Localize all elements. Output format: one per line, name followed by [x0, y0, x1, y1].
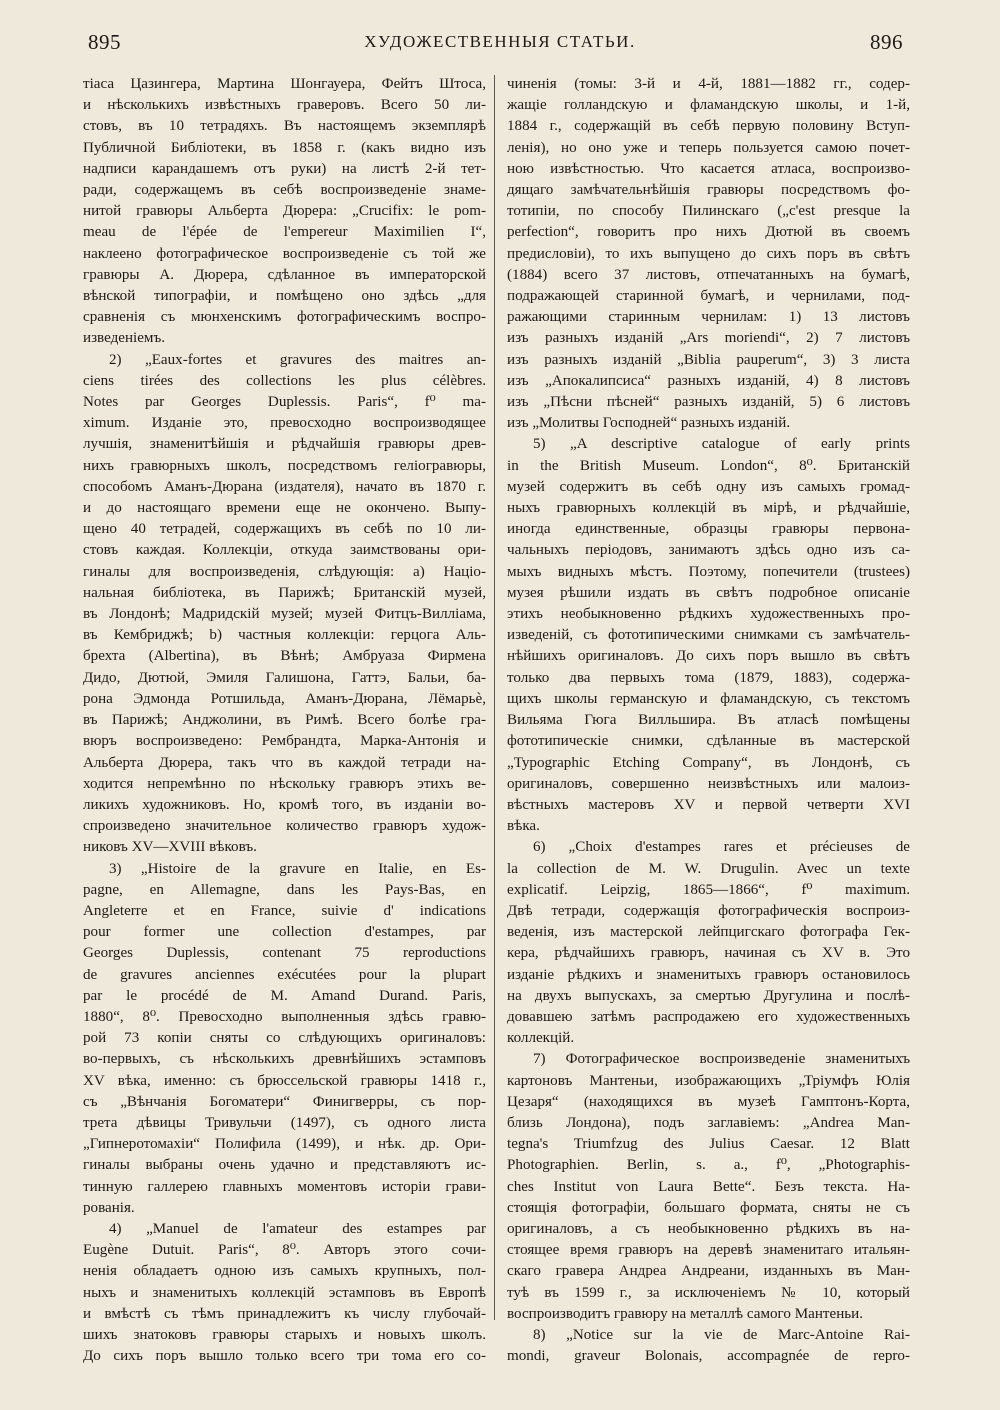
- text-line: Цезаря“ (находящихся въ музеѣ Гамптонъ-Корта,: [507, 1093, 910, 1110]
- text-line: чальныхъ періодовъ, занимаютъ здѣсь одно изъ са-: [507, 542, 910, 559]
- text-line: ною извѣстностью. Что касается атласа, воспроизво-: [507, 160, 910, 177]
- text-line: 3) „Histoire de la gravure en Italie, en Es-: [109, 860, 486, 877]
- text-line: и нѣсколькихъ извѣстныхъ граверовъ. Всего 50 ли-: [83, 97, 486, 114]
- text-line: „Гипнеротомахіи“ Полифила (1499), и нѣк. др. Ори-: [83, 1136, 486, 1153]
- text-line: изъ разныхъ изданій „Biblia pauperum“, 3) 3 листа: [507, 351, 910, 368]
- text-line: tegna's Triumfzug des Julius Caesar. 12 Blatt: [507, 1136, 910, 1153]
- text-line: оригиналовъ, совершенно неизвѣстныхъ или малоиз-: [507, 775, 910, 792]
- text-line: ходится непремѣнно по нѣскольку гравюръ этихъ ве-: [83, 775, 486, 792]
- text-line: довавшею затѣмъ распродажею его художественныхъ: [507, 1008, 910, 1025]
- text-line: наклеено фотографическое воспроизведеніе съ той же: [83, 245, 486, 262]
- text-line: никовъ XV—XVIII вѣковъ.: [83, 839, 257, 856]
- text-line: 8) „Notice sur la vie de Marc-Antoine Rai-: [533, 1326, 910, 1343]
- text-line: Eugène Dutuit. Paris“, 8⁰. Авторъ этого сочи-: [83, 1242, 486, 1259]
- text-line: Photographien. Berlin, s. a., f⁰, „Photographis-: [507, 1157, 910, 1174]
- text-line: „Typographic Etching Company“, въ Лондонѣ, съ: [507, 754, 910, 771]
- text-line: 5) „A descriptive catalogue of early prints: [533, 436, 910, 453]
- text-line: и вмѣстѣ съ тѣмъ принадлежитъ къ числу глубочай-: [83, 1305, 486, 1322]
- text-line: нѣйшихъ оригиналовъ. До сихъ поръ вышло въ свѣтъ: [507, 648, 910, 665]
- text-line: стоящее время гравюръ на деревѣ знаменитаго итальян-: [507, 1242, 910, 1259]
- text-line: ciens tirées des collections les plus célèbres.: [83, 372, 486, 389]
- text-line: ради, содержащемъ въ себѣ воспроизведеніе знаме-: [83, 182, 486, 199]
- text-line: способомъ Аманъ-Дюрана (издателя), начато въ 1870 г.: [83, 478, 486, 495]
- text-line: вѣстныхъ мастеровъ XV и первой четверти XVI: [507, 796, 910, 813]
- text-line: la collection de M. W. Drugulin. Avec un texte: [507, 860, 910, 877]
- text-line: Публичной Библіотеки, въ 1858 г. (какъ видно изъ: [83, 139, 486, 156]
- text-line: въ Кембриджѣ; b) частныя коллекціи: герцога Аль-: [83, 627, 486, 644]
- text-line: надписи карандашемъ отъ руки) на листѣ 2-й тет-: [83, 160, 486, 177]
- text-line: фототипическіе снимки, сдѣланные въ мастерской: [507, 733, 910, 750]
- text-line: de gravures anciennes exécutées pour la plupart: [83, 966, 486, 983]
- text-line: нихъ гравюрныхъ школъ, посредствомъ геліогравюры,: [83, 457, 486, 474]
- text-line: ches Institut von Laura Bette“. Безъ текста. На-: [507, 1178, 910, 1195]
- text-line: ненія обладаетъ одною изъ самыхъ крупныхъ, пол-: [83, 1263, 486, 1280]
- text-line: стоящія фотографіи, большаго формата, сняты не съ: [507, 1199, 910, 1216]
- text-line: шихъ знатоковъ гравюры старыхъ и новыхъ школъ.: [83, 1326, 486, 1343]
- text-line: рона Эдмонда Ротшильда, Аманъ-Дюрана, Лёмарьѐ,: [83, 690, 486, 707]
- text-line: на двухъ выпускахъ, за смертью Другулина и послѣ-: [507, 987, 910, 1004]
- text-line: изъ „Апокалипсиса“ разныхъ изданій, 4) 8 листовъ: [507, 372, 910, 389]
- text-line: только два первыхъ тома (1879, 1883), содержа-: [507, 669, 910, 686]
- text-line: ликихъ художниковъ. Но, кромѣ того, въ изданіи во-: [83, 796, 486, 813]
- text-line: во-первыхъ, съ нѣсколькихъ древнѣйшихъ эстамповъ: [83, 1051, 486, 1068]
- text-line: въ Лондонѣ; Мадридскій музей; музей Фитцъ-Вилліама,: [83, 606, 486, 623]
- text-line: ражающими старинным чернилам: 1) 13 листовъ: [507, 309, 910, 326]
- text-line: спроизведено значительное количество гравюръ худож-: [83, 818, 486, 835]
- text-line: близь Лондона), подъ заглавіемъ: „Andrea Man-: [507, 1114, 910, 1131]
- text-line: стовъ каждая. Коллекціи, откуда заимствованы ори-: [83, 542, 486, 559]
- text-line: съ „Вѣнчанія Богоматери“ Финигверры, съ пор-: [83, 1093, 486, 1110]
- page-number-right: 896: [870, 30, 903, 54]
- text-line: вѣка.: [507, 818, 540, 835]
- text-line: 2) „Eaux-fortes et gravures des maitres an-: [109, 351, 486, 368]
- text-line: explicatif. Leipzig, 1865—1866“, f⁰ maximum.: [507, 881, 910, 898]
- text-line: дящаго замѣчательнѣйшія гравюры посредствомъ фо-: [507, 182, 910, 199]
- text-line: pagne, en Allemagne, dans les Pays-Bas, en: [83, 881, 486, 898]
- text-line: изведеніемъ.: [83, 330, 166, 347]
- text-line: веденія, изъ мастерской лейпцигскаго фотографа Гек-: [507, 924, 910, 941]
- text-line: рой 73 копіи сняты со слѣдующихъ оригиналовъ:: [83, 1030, 486, 1047]
- text-line: и до настоящаго времени еще не окончено. Выпу-: [83, 500, 486, 517]
- text-line: Georges Duplessis, contenant 75 reproductions: [83, 945, 486, 962]
- text-line: in the British Museum. London“, 8⁰. Британскій: [507, 457, 910, 474]
- text-line: предисловіи), то ихъ выпущено до сихъ поръ въ свѣтъ: [507, 245, 910, 262]
- text-line: meau de l'épée de l'empereur Maximilien I“,: [83, 224, 486, 241]
- text-line: туѣ въ 1599 г., за исключеніемъ № 10, который: [507, 1284, 910, 1301]
- text-line: оригиналовъ, а съ необыкновенно рѣдкихъ въ на-: [507, 1220, 910, 1237]
- text-line: трета дѣвицы Тривульчи (1497), съ одного листа: [83, 1114, 486, 1131]
- text-line: изданіе рѣдкихъ и знаменитыхъ гравюръ остановилось: [507, 966, 910, 983]
- text-line: нальная библіотека, въ Парижѣ; Британскій музей,: [83, 584, 486, 601]
- text-line: 1880“, 8⁰. Превосходно выполненныя здѣсь гравю-: [83, 1008, 486, 1025]
- text-line: гиналы выбраны очень удачно и представляютъ ис-: [83, 1157, 486, 1174]
- text-line: par le procédé de M. Amand Durand. Paris,: [83, 987, 486, 1004]
- text-line: лучшія, знаменитѣйшія и рѣдчайшія гравюры древ-: [83, 436, 486, 453]
- text-line: въ Парижѣ; Анджолини, въ Римѣ. Всего болѣе гра-: [83, 712, 486, 729]
- text-line: брехта (Albertina), въ Вѣнѣ; Амбруаза Фирмена: [83, 648, 486, 665]
- text-line: изъ разныхъ изданій „Ars moriendi“, 2) 7 листовъ: [507, 330, 910, 347]
- text-line: мыхъ видныхъ мѣстъ. Поэтому, попечители (trustees): [507, 563, 910, 580]
- text-line: ximum. Изданіе это, превосходно воспроизводящее: [83, 415, 486, 432]
- text-line: коллекцій.: [507, 1030, 575, 1047]
- text-line: подражающей старинной бумагѣ, и чернилами, под-: [507, 288, 910, 305]
- text-line: гравюры А. Дюрера, сдѣланное въ императорской: [83, 266, 486, 283]
- text-line: ныхъ и знаменитыхъ коллекцій эстамповъ въ Европѣ: [83, 1284, 486, 1301]
- text-line: Notes par Georges Duplessis. Paris“, f⁰ ma-: [83, 394, 486, 411]
- text-line: 7) Фотографическое воспроизведеніе знаменитыхъ: [533, 1051, 910, 1068]
- text-line: изъ „Молитвы Господней“ разныхъ изданій.: [507, 415, 791, 432]
- text-line: скаго гравера Андреа Андреани, изданныхъ въ Ман-: [507, 1263, 910, 1280]
- text-line: XV вѣка, именно: съ брюссельской гравюры 1418 г.,: [83, 1072, 486, 1089]
- text-line: музея рѣшили издать въ свѣтъ подробное описаніе: [507, 584, 910, 601]
- text-line: ныхъ гравюрныхъ коллекцій въ мірѣ, и рѣдчайшіе,: [507, 500, 910, 517]
- text-line: чиненія (томы: 3-й и 4-й, 1881—1882 гг., содер-: [507, 76, 910, 92]
- text-line: сравненія съ мюнхенскимъ фотографическимъ воспро-: [83, 309, 486, 326]
- text-line: этихъ необыкновенно рѣдкихъ художественныхъ про-: [507, 606, 910, 623]
- text-line: Альберта Дюрера, такъ что въ каждой тетради на-: [83, 754, 486, 771]
- text-line: стовъ, въ 10 тетрадяхъ. Въ настоящемъ экземплярѣ: [83, 118, 486, 135]
- text-line: изъ „Пѣсни пѣсней“ разныхъ изданій, 5) 6 листовъ: [507, 394, 910, 411]
- column-divider: [494, 75, 495, 1320]
- text-line: щено 40 тетрадей, содержащихъ въ себѣ по 10 ли-: [83, 521, 486, 538]
- text-line: 4) „Manuel de l'amateur des estampes par: [109, 1220, 486, 1237]
- text-line: Дидо, Дютюй, Эмиля Галишона, Гаттэ, Бальи, ба-: [83, 669, 486, 686]
- text-line: pour former une collection d'estampes, par: [83, 924, 486, 941]
- text-column-left: [83, 74, 486, 1367]
- text-line: музей содержитъ въ себѣ одну изъ самыхъ громад-: [507, 478, 910, 495]
- text-line: (1884) всего 37 листовъ, отпечатанныхъ на бумагѣ,: [507, 266, 910, 283]
- text-line: ленія), но оно уже и теперь пользуется самою почет-: [507, 139, 910, 156]
- text-line: изведеній, съ фототипическими снимками съ замѣчатель-: [507, 627, 910, 644]
- page-number-left: 895: [88, 30, 121, 54]
- text-line: гиналы для воспроизведенія, слѣдующія: а) Націо-: [83, 563, 486, 580]
- text-line: Angleterre et en France, suivie d' indications: [83, 902, 486, 919]
- text-line: вюръ воспроизведено: Рембрандта, Марка-Антонія и: [83, 733, 486, 750]
- text-line: воспроизводитъ гравюру на металлѣ самого Мантеньи.: [507, 1305, 864, 1322]
- text-line: До сихъ поръ вышло только всего три тома его со-: [83, 1348, 486, 1365]
- text-line: вѣнской типографіи, и помѣщено оно здѣсь „для: [83, 288, 486, 305]
- text-line: иногда единственные, образцы гравюры первона-: [507, 521, 910, 538]
- text-line: рованія.: [83, 1199, 135, 1216]
- text-line: тотипіи, по способу Пилинскаго („c'est presque la: [507, 203, 910, 220]
- running-header: ХУДОЖЕСТВЕННЫЯ СТАТЬИ.: [364, 32, 636, 51]
- text-line: щихъ школы германскую и фламандскую, съ текстомъ: [507, 690, 910, 707]
- text-line: mondi, graveur Bolonais, accompagnée de repro-: [507, 1348, 910, 1365]
- text-line: жащіе голландскую и фламандскую школы, и 1-й,: [507, 97, 910, 114]
- text-line: 1884 г., содержащій въ себѣ первую половину Вступ-: [507, 118, 910, 135]
- text-line: тіаса Цазингера, Мартина Шонгауера, Фейтъ Штоса,: [83, 76, 486, 92]
- text-line: Вильяма Гюга Вилльшира. Въ атласѣ помѣщены: [507, 712, 910, 729]
- text-line: Двѣ тетради, содержащія фотографическія воспроиз-: [507, 902, 910, 919]
- text-line: тинную галлерею главныхъ моментовъ исторіи грави-: [83, 1178, 486, 1195]
- text-line: кера, рѣдчайшихъ гравюръ, начиная съ XV в. Это: [507, 945, 910, 962]
- text-line: картоновъ Мантеньи, изображающихъ „Тріумфъ Юлія: [507, 1072, 910, 1089]
- text-line: нитой гравюры Альберта Дюрера: „Crucifix: le pom-: [83, 203, 486, 220]
- text-line: 6) „Choix d'estampes rares et précieuses de: [533, 839, 910, 856]
- text-column-right: [507, 74, 910, 1367]
- text-line: perfection“, говоритъ про нихъ Дютюй въ своемъ: [507, 224, 910, 241]
